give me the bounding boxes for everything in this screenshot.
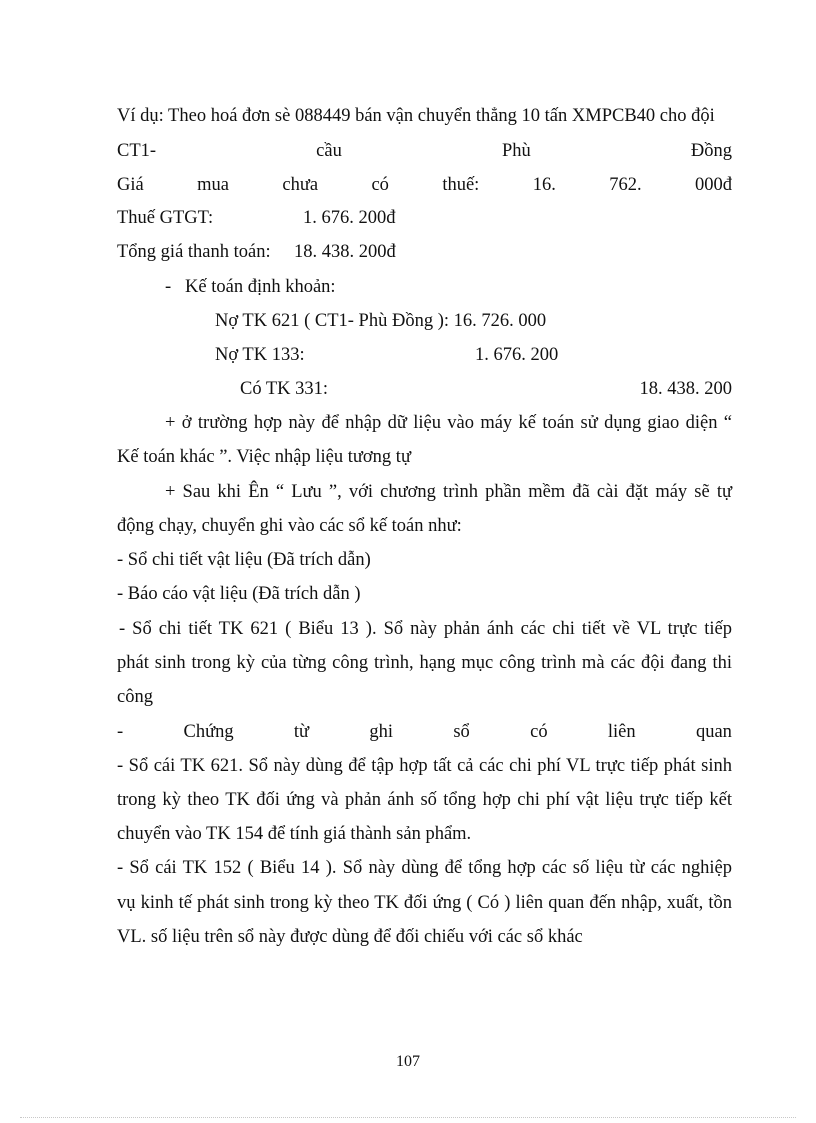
recipient-line (117, 139, 732, 163)
para-tk152-ledger-line: - Sổ cái TK 152 ( Biểu 14 ). Sổ này dùng để tổng hợp các số liệu từ các nghiệp (117, 858, 732, 878)
total-line (117, 240, 732, 264)
example-line: Ví dụ: Theo hoá đơn sè 088449 bán vận chuyển thẳng 10 tấn XMPCB40 cho đội (117, 106, 715, 126)
debit-133-line (215, 343, 816, 367)
vouchers-word: từ (293, 722, 310, 742)
total-value: 18. 438. 200đ (294, 242, 396, 262)
vouchers-word: liên (607, 722, 636, 742)
recipient-word: CT1- (117, 141, 157, 161)
vat-label: Thuế GTGT: (117, 208, 214, 228)
para-save-line: + Sau khi Ên “ Lưu ”, với chương trình phần mềm đã cài đặt máy sẽ tự (165, 482, 732, 502)
price-word: 16. (532, 175, 556, 195)
total-label: Tổng giá thanh toán: (117, 242, 271, 262)
vouchers-word: ghi (369, 722, 394, 742)
price-word: 000đ (694, 175, 732, 195)
credit-331-value: 18. 438. 200 (639, 379, 732, 399)
vouchers-word: Chứng (183, 722, 234, 742)
recipient-word: cầu (316, 141, 342, 161)
recipient-word: Đồng (690, 141, 732, 161)
price-line (117, 173, 732, 197)
price-word: mua (197, 175, 229, 195)
footer-divider (20, 1117, 796, 1118)
list-item-material-detail: - Sổ chi tiết vật liệu (Đã trích dẫn) (117, 550, 371, 570)
price-word: có (371, 175, 389, 195)
para-tk152-ledger-line: VL. số liệu trên sổ này được dùng để đối chiếu với các sổ khác (117, 927, 583, 947)
para-tk621-detail-line: công (117, 687, 153, 707)
vouchers-line (117, 720, 732, 744)
para-tk621-detail-line: - Sổ chi tiết TK 621 ( Biểu 13 ). Sổ này phản ánh các chi tiết về VL trực tiếp (119, 619, 732, 639)
para-interface-line: Kế toán khác ”. Việc nhập liệu tương tự (117, 447, 411, 467)
price-word: thuế: (442, 175, 480, 195)
vouchers-word: quan (695, 722, 732, 742)
credit-331-label: Có TK 331: (240, 379, 329, 399)
vouchers-word: - (117, 722, 124, 742)
price-word: 762. (609, 175, 642, 195)
debit-133-value: 1. 676. 200 (475, 345, 559, 365)
para-tk621-detail-line: phát sinh trong kỳ của từng công trình, hạng mục công trình mà các đội đang thi (117, 653, 732, 673)
para-tk621-ledger-line: - Sổ cái TK 621. Sổ này dùng để tập hợp tất cả các chi phí VL trực tiếp phát sinh (117, 756, 732, 776)
price-word: Giá (117, 175, 144, 195)
para-tk152-ledger-line: vụ kinh tế phát sinh trong kỳ theo TK đối ứng ( Có ) liên quan đến nhập, xuất, tồn (117, 893, 732, 913)
para-tk621-ledger-line: trong kỳ theo TK đối ứng và phản ánh số tổng hợp chi phí vật liệu trực tiếp kết (117, 790, 732, 810)
price-word: chưa (282, 175, 319, 195)
page-number: 107 (396, 1053, 420, 1070)
debit-133-label: Nợ TK 133: (215, 345, 305, 365)
recipient-word: Phù (501, 141, 531, 161)
vouchers-word: sổ (453, 722, 470, 742)
vat-value: 1. 676. 200đ (303, 208, 396, 228)
para-interface-line: + ở trường hợp này để nhập dữ liệu vào máy kế toán sử dụng giao diện “ (165, 413, 732, 433)
entry-heading: - Kế toán định khoản: (165, 277, 336, 297)
debit-621-line: Nợ TK 621 ( CT1- Phù Đồng ): 16. 726. 000 (215, 311, 547, 331)
list-item-material-report: - Báo cáo vật liệu (Đã trích dẫn ) (117, 584, 361, 604)
credit-331-line (240, 377, 732, 401)
para-save-line: động chạy, chuyển ghi vào các sổ kế toán như: (117, 516, 462, 536)
vat-line (117, 206, 732, 230)
para-tk621-ledger-line: chuyển vào TK 154 để tính giá thành sản phẩm. (117, 824, 472, 844)
vouchers-word: có (530, 722, 548, 742)
